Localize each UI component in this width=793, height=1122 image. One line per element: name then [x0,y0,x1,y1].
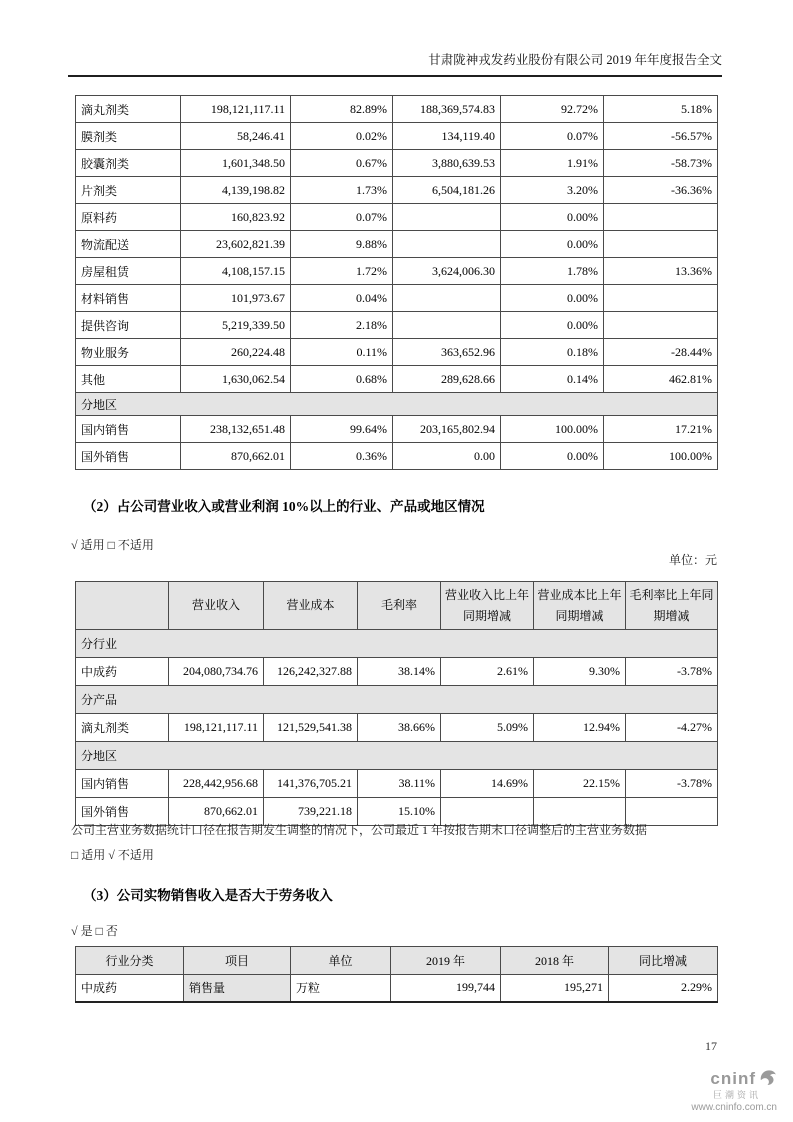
cninfo-brand-text: cninf [710,1069,756,1088]
column-header: 2018 年 [501,947,609,975]
table-cell: 204,080,734.76 [169,658,264,686]
cninfo-swirl-icon [758,1068,777,1090]
section-row [76,686,718,714]
table-cell: 1.72% [291,258,393,285]
table-cell: 739,221.18 [264,798,358,826]
table-cell: 片剂类 [76,177,181,204]
table-cell: 1,630,062.54 [181,366,291,393]
table-cell: 5.09% [441,714,534,742]
section-3-heading: （3）公司实物销售收入是否大于劳务收入 [83,888,333,903]
table-cell [393,312,501,339]
table-cell: 国外销售 [76,443,181,470]
table-cell: 国内销售 [76,770,169,798]
section-label: 分地区 [76,742,718,770]
column-header: 项目 [184,947,291,975]
table-cell: 12.94% [534,714,626,742]
column-header: 营业成本比上年同期增减 [534,582,626,630]
table-cell: 0.07% [501,123,604,150]
table-cell: 238,132,651.48 [181,416,291,443]
applicable-checkline: √ 适用 □ 不适用 [71,538,154,552]
table-row [76,204,718,231]
table-cell: 房屋租赁 [76,258,181,285]
table-cell: 0.04% [291,285,393,312]
column-header: 单位 [291,947,391,975]
table-cell: -58.73% [604,150,718,177]
statistics-caliber-note: 公司主营业务数据统计口径在报告期发生调整的情况下，公司最近 1 年按报告期末口径调整后的主营业务数据 [71,823,648,837]
column-header [76,582,169,630]
table-row [76,177,718,204]
revenue-by-category-table [75,95,718,470]
table-cell: 4,108,157.15 [181,258,291,285]
table-cell: -28.44% [604,339,718,366]
table-cell: 0.00% [501,443,604,470]
table-cell: 滴丸剂类 [76,714,169,742]
table-row [76,231,718,258]
table-cell [393,204,501,231]
table-cell: 原料药 [76,204,181,231]
header-row [76,947,718,975]
table-cell: 3,624,006.30 [393,258,501,285]
table-row [76,975,718,1002]
table-cell: 228,442,956.68 [169,770,264,798]
table-cell [393,285,501,312]
table-row [76,339,718,366]
table-cell: 101,973.67 [181,285,291,312]
table-row [76,258,718,285]
table-cell: 1,601,348.50 [181,150,291,177]
table-cell: 38.11% [358,770,441,798]
table-cell: 260,224.48 [181,339,291,366]
table-cell: 5,219,339.50 [181,312,291,339]
table-cell: 188,369,574.83 [393,96,501,123]
table-cell: 万粒 [291,975,391,1002]
table-cell: 195,271 [501,975,609,1002]
table-cell: 58,246.41 [181,123,291,150]
section-label: 分行业 [76,630,718,658]
section-row [76,630,718,658]
table-cell: 0.00% [501,231,604,258]
table-row [76,312,718,339]
industry-product-region-margin-table [75,581,718,826]
table-cell: 中成药 [76,658,169,686]
table-cell: -4.27% [626,714,718,742]
table-cell: 0.00% [501,285,604,312]
column-header: 毛利率比上年同期增减 [626,582,718,630]
table-cell: -36.36% [604,177,718,204]
table-cell [604,312,718,339]
table-cell: 100.00% [604,443,718,470]
table-cell: 滴丸剂类 [76,96,181,123]
table-cell: 国外销售 [76,798,169,826]
table-cell: 物业服务 [76,339,181,366]
column-header: 毛利率 [358,582,441,630]
table-cell [604,204,718,231]
table-cell: 0.67% [291,150,393,177]
table-cell: 材料销售 [76,285,181,312]
table-cell: -56.57% [604,123,718,150]
table-cell [393,231,501,258]
table-cell: 203,165,802.94 [393,416,501,443]
table-cell [604,285,718,312]
table-cell: 4,139,198.82 [181,177,291,204]
table-cell: 363,652.96 [393,339,501,366]
table-row [76,416,718,443]
table-row [76,714,718,742]
table-cell: 134,119.40 [393,123,501,150]
table-row [76,658,718,686]
column-header: 营业收入比上年同期增减 [441,582,534,630]
table-cell: 物流配送 [76,231,181,258]
table-cell: 38.14% [358,658,441,686]
table-cell: 198,121,117.11 [169,714,264,742]
table-cell: 0.36% [291,443,393,470]
table-cell: 38.66% [358,714,441,742]
table-cell: 14.69% [441,770,534,798]
table-row [76,443,718,470]
cninfo-logo [667,1068,777,1113]
table-cell: 2.18% [291,312,393,339]
sales-volume-table [75,946,718,1003]
cninfo-chinese-name: 巨潮资讯 [712,1090,761,1100]
table-cell [604,231,718,258]
table-cell: 462.81% [604,366,718,393]
table-cell: -3.78% [626,770,718,798]
table-cell: 其他 [76,366,181,393]
table-cell: 92.72% [501,96,604,123]
table-cell: 141,376,705.21 [264,770,358,798]
section-label: 分产品 [76,686,718,714]
table-cell: 中成药 [76,975,184,1002]
table-row [76,123,718,150]
table-cell: 0.14% [501,366,604,393]
table-cell: 1.78% [501,258,604,285]
table-cell: 9.30% [534,658,626,686]
table-cell: 膜剂类 [76,123,181,150]
table-row [76,770,718,798]
table-cell: 23,602,821.39 [181,231,291,258]
table-cell: 2.29% [609,975,718,1002]
table-cell: 胶囊剂类 [76,150,181,177]
table-cell: 2.61% [441,658,534,686]
column-header: 营业成本 [264,582,358,630]
table-cell: 160,823.92 [181,204,291,231]
table-row [76,96,718,123]
table-cell: 销售量 [184,975,291,1002]
column-header: 2019 年 [391,947,501,975]
table-cell: 3.20% [501,177,604,204]
table-cell: 3,880,639.53 [393,150,501,177]
table-cell: 870,662.01 [181,443,291,470]
table-cell: 1.91% [501,150,604,177]
applicable-checkline-2: □ 适用 √ 不适用 [71,848,154,862]
table-cell: 82.89% [291,96,393,123]
table-row [76,285,718,312]
column-header: 营业收入 [169,582,264,630]
column-header: 行业分类 [76,947,184,975]
table-cell: 0.07% [291,204,393,231]
table-cell: 870,662.01 [169,798,264,826]
table-cell: 0.00 [393,443,501,470]
section-row [76,393,718,416]
table-cell: 5.18% [604,96,718,123]
section-label: 分地区 [76,393,718,416]
section-row [76,742,718,770]
table-cell: 198,121,117.11 [181,96,291,123]
table-cell: 99.64% [291,416,393,443]
unit-label: 单位：元 [668,553,717,567]
section-2-heading: （2）占公司营业收入或营业利润 10%以上的行业、产品或地区情况 [83,499,485,514]
cninfo-url: www.cninfo.com.cn [691,1102,777,1113]
table-cell: 0.02% [291,123,393,150]
table-cell: 121,529,541.38 [264,714,358,742]
table-cell: 1.73% [291,177,393,204]
table-cell: 15.10% [358,798,441,826]
header-row [76,582,718,630]
table-cell: 199,744 [391,975,501,1002]
table-cell: 0.68% [291,366,393,393]
table-cell: 289,628.66 [393,366,501,393]
table-cell: -3.78% [626,658,718,686]
column-header: 同比增减 [609,947,718,975]
cninfo-logo-row [667,1068,777,1090]
table-cell: 提供咨询 [76,312,181,339]
yes-no-checkline: √ 是 □ 否 [71,924,118,938]
table-cell: 0.00% [501,204,604,231]
table-cell: 22.15% [534,770,626,798]
table-cell: 9.88% [291,231,393,258]
table-cell: 17.21% [604,416,718,443]
table-cell: 100.00% [501,416,604,443]
page-header-title: 甘肃陇神戎发药业股份有限公司 2019 年年度报告全文 [68,50,722,77]
table-cell: 0.18% [501,339,604,366]
table-cell: 6,504,181.26 [393,177,501,204]
table-cell: 13.36% [604,258,718,285]
table-cell: 0.00% [501,312,604,339]
table-cell: 国内销售 [76,416,181,443]
table-row [76,150,718,177]
page-number: 17 [705,1039,717,1053]
table-cell: 126,242,327.88 [264,658,358,686]
table-cell: 0.11% [291,339,393,366]
table-row [76,366,718,393]
